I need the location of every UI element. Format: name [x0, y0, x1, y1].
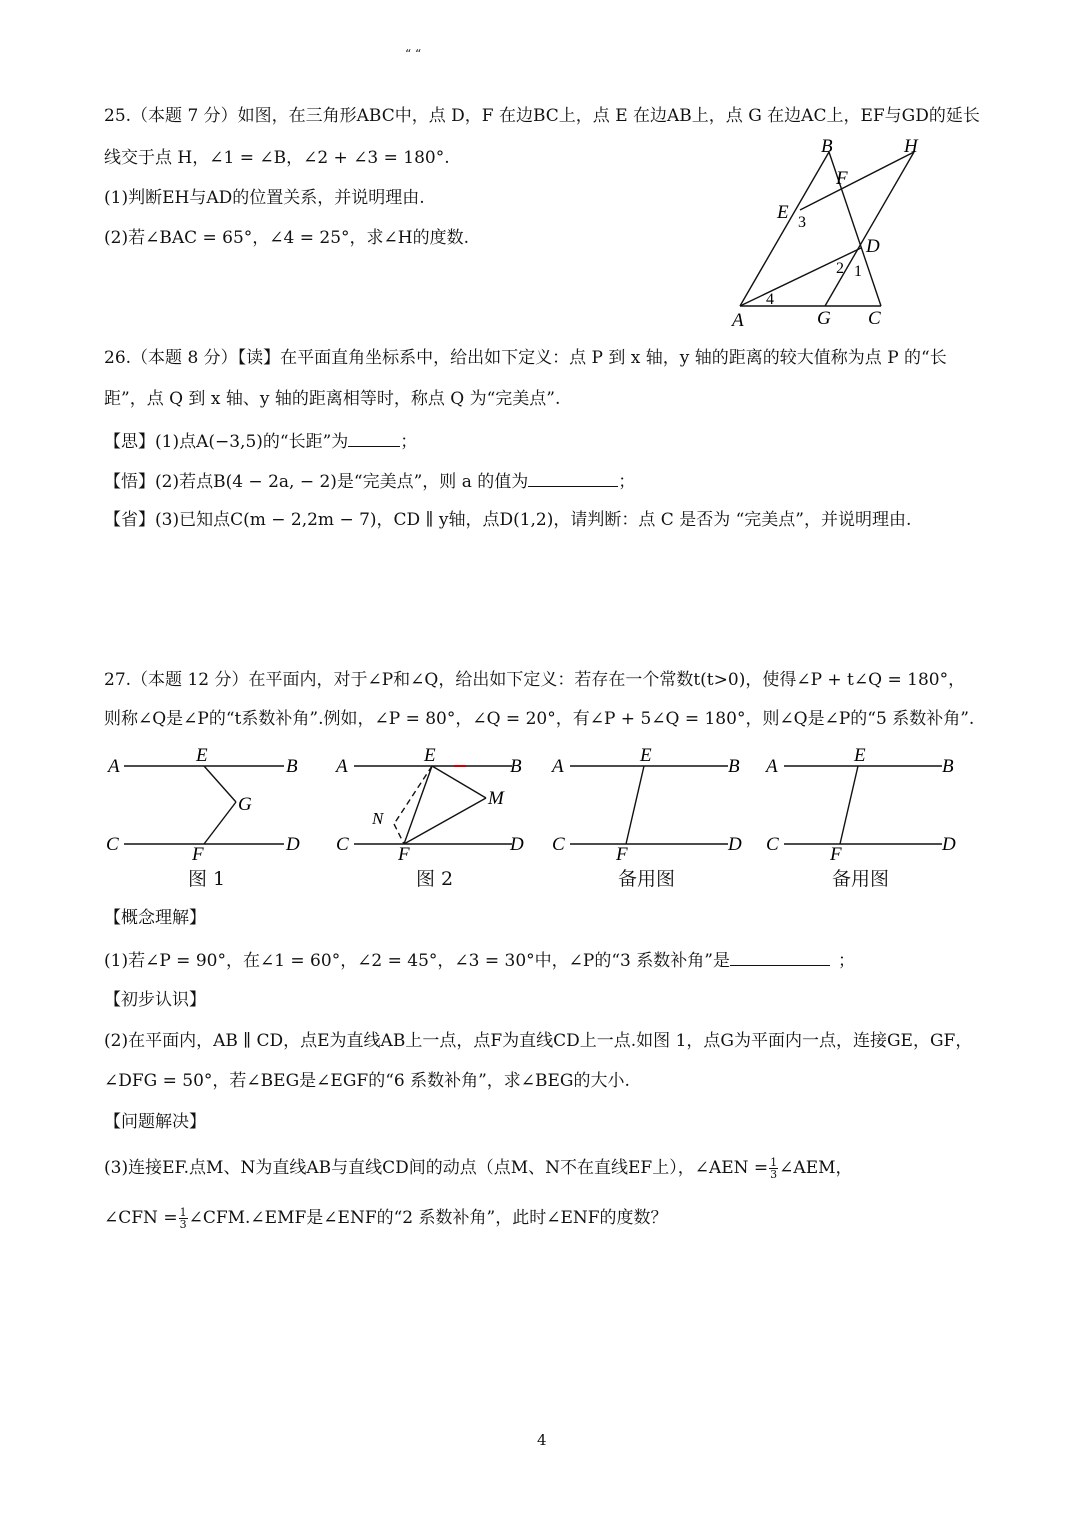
angle-1-label: 1 [854, 263, 862, 280]
label-B: B [821, 136, 833, 157]
label-D: D [866, 236, 880, 257]
fig3-label-D: D [728, 834, 742, 855]
fig1-label-C: C [106, 834, 119, 855]
q27-figure-1 [104, 742, 304, 864]
fraction-denominator: 3 [770, 1168, 778, 1181]
q27-part3-line1-text-a: (3)连接EF.点M、N为直线AB与直线CD间的动点（点M、N不在直线EF上），∠AEN = [104, 1158, 769, 1178]
fig3-label-E: E [640, 745, 652, 766]
fig2-label-N: N [372, 809, 384, 828]
q27-part3-line1-text-b: ∠AEM， [779, 1158, 853, 1178]
label-A: A [732, 310, 744, 330]
q27-part3-line2 [104, 1206, 668, 1230]
q26-realize [104, 468, 635, 494]
q25-stem-line2: 线交于点 H，∠1 = ∠B，∠2 + ∠3 = 180°. [104, 148, 450, 168]
q27-part2-line1: (2)在平面内，AB ∥ CD，点E为直线AB上一点，点F为直线CD上一点.如图 1，点G为平面内一点，连接GE，GF， [104, 1031, 973, 1051]
q27-figure-2-caption: 图 2 [416, 868, 454, 890]
label-H: H [904, 136, 918, 157]
fig3-label-B: B [728, 756, 740, 777]
q27-figure-2 [332, 742, 532, 864]
fraction-denominator: 3 [179, 1218, 187, 1231]
fig2-label-F: F [398, 844, 410, 864]
angle-4-label: 4 [766, 291, 774, 308]
q27-concept-heading: 【概念理解】 [104, 908, 206, 928]
header-marks: “ “ [405, 47, 422, 61]
fig1-label-B: B [286, 756, 298, 777]
q27-part3-line1 [104, 1156, 853, 1180]
angle-3-label: 3 [798, 214, 806, 231]
segment-AD [740, 248, 861, 306]
q26-think-answer-blank[interactable] [348, 428, 400, 447]
segment-AB [740, 152, 829, 306]
q26-stem-line2: 距”，点 Q 到 x 轴、y 轴的距离相等时，称点 Q 为“完美点”. [104, 389, 561, 409]
q27-figure-4-spare [764, 742, 964, 864]
q27-initial-heading: 【初步认识】 [104, 990, 206, 1010]
q26-stem-line1: 26.（本题 8 分）【读】在平面直角坐标系中，给出如下定义：点 P 到 x 轴，y 轴的距离的较大值称为点 P 的“长 [104, 348, 947, 368]
fig1-label-A: A [108, 756, 120, 777]
fig4-label-A: A [766, 756, 778, 777]
label-C: C [868, 308, 881, 329]
fig4-label-B: B [942, 756, 954, 777]
fig2-label-E: E [424, 745, 436, 766]
fig1-label-F: F [192, 844, 204, 864]
fig2-label-B: B [510, 756, 522, 777]
q27-stem-line2: 则称∠Q是∠P的“t系数补角”.例如，∠P = 80°，∠Q = 20°，有∠P + 5∠Q = 180°，则∠Q是∠P的“5 系数补角”. [104, 709, 975, 729]
fig2-label-M: M [488, 788, 504, 809]
fig2-label-A: A [336, 756, 348, 777]
q25-stem-line1: 25.（本题 7 分）如图，在三角形ABC中，点 D，F 在边BC上，点 E 在边AB上，点 G 在边AC上，EF与GD的延长 [104, 106, 980, 126]
q27-solve-heading: 【问题解决】 [104, 1112, 206, 1132]
q27-part1-text: (1)若∠P = 90°，在∠1 = 60°，∠2 = 45°，∠3 = 30°中，∠P的“3 系数补角”是 [104, 951, 730, 971]
q26-realize-end: ； [618, 472, 636, 492]
page-number: 4 [537, 1431, 547, 1449]
q27-part3-line2-text-a: ∠CFN = [104, 1208, 178, 1228]
q27-figure-1-caption: 图 1 [188, 868, 226, 890]
angle-2-label: 2 [836, 260, 844, 277]
fig2-label-C: C [336, 834, 349, 855]
label-F: F [836, 168, 848, 189]
q25-triangle-figure [720, 130, 960, 330]
q26-think [104, 428, 417, 454]
q27-part1-answer-blank[interactable] [730, 947, 830, 966]
fraction-numerator: 1 [179, 1206, 187, 1219]
q25-part2: (2)若∠BAC = 65°，∠4 = 25°，求∠H的度数. [104, 228, 470, 248]
q27-part3-line2-text-b: ∠CFM.∠EMF是∠ENF的“2 系数补角”，此时∠ENF的度数？ [188, 1208, 668, 1228]
fig4-label-C: C [766, 834, 779, 855]
q26-think-end: ； [400, 432, 418, 452]
q27-figure-4-caption: 备用图 [832, 868, 890, 890]
fraction-one-third [769, 1157, 778, 1180]
fraction-one-third [179, 1207, 188, 1230]
q25-part1: (1)判断EH与AD的位置关系，并说明理由. [104, 188, 425, 208]
fig3-label-F: F [616, 844, 628, 864]
fig3-label-C: C [552, 834, 565, 855]
q26-think-text: 【思】(1)点A(−3,5)的“长距”为 [104, 432, 349, 452]
fig1-label-D: D [286, 834, 300, 855]
q27-figure-3-caption: 备用图 [618, 868, 676, 890]
q26-realize-text: 【悟】(2)若点B(4 − 2a, − 2)是“完美点”，则 a 的值为 [104, 472, 529, 492]
fig4-label-E: E [854, 745, 866, 766]
q27-part1-end: ； [837, 951, 855, 971]
fig4-label-D: D [942, 834, 956, 855]
q26-reflect: 【省】(3)已知点C(m − 2,2m − 7)，CD ∥ y轴，点D(1,2)，请判断：点 C 是否为 “完美点”，并说明理由. [104, 510, 912, 530]
label-E: E [777, 202, 789, 223]
fig2-label-D: D [510, 834, 524, 855]
fig3-label-A: A [552, 756, 564, 777]
fig1-label-E: E [196, 745, 208, 766]
fraction-numerator: 1 [770, 1156, 778, 1169]
q26-realize-answer-blank[interactable] [528, 468, 618, 487]
q27-stem-line1: 27.（本题 12 分）在平面内，对于∠P和∠Q，给出如下定义：若存在一个常数t(t>0)，使得∠P + t∠Q = 180°， [104, 670, 966, 690]
q27-part2-line2: ∠DFG = 50°，若∠BEG是∠EGF的“6 系数补角”，求∠BEG的大小. [104, 1071, 630, 1091]
fig1-label-G: G [238, 794, 252, 815]
label-G: G [817, 308, 831, 329]
q27-figure-3-spare [550, 742, 750, 864]
fig4-label-F: F [830, 844, 842, 864]
q27-part1 [104, 947, 855, 973]
